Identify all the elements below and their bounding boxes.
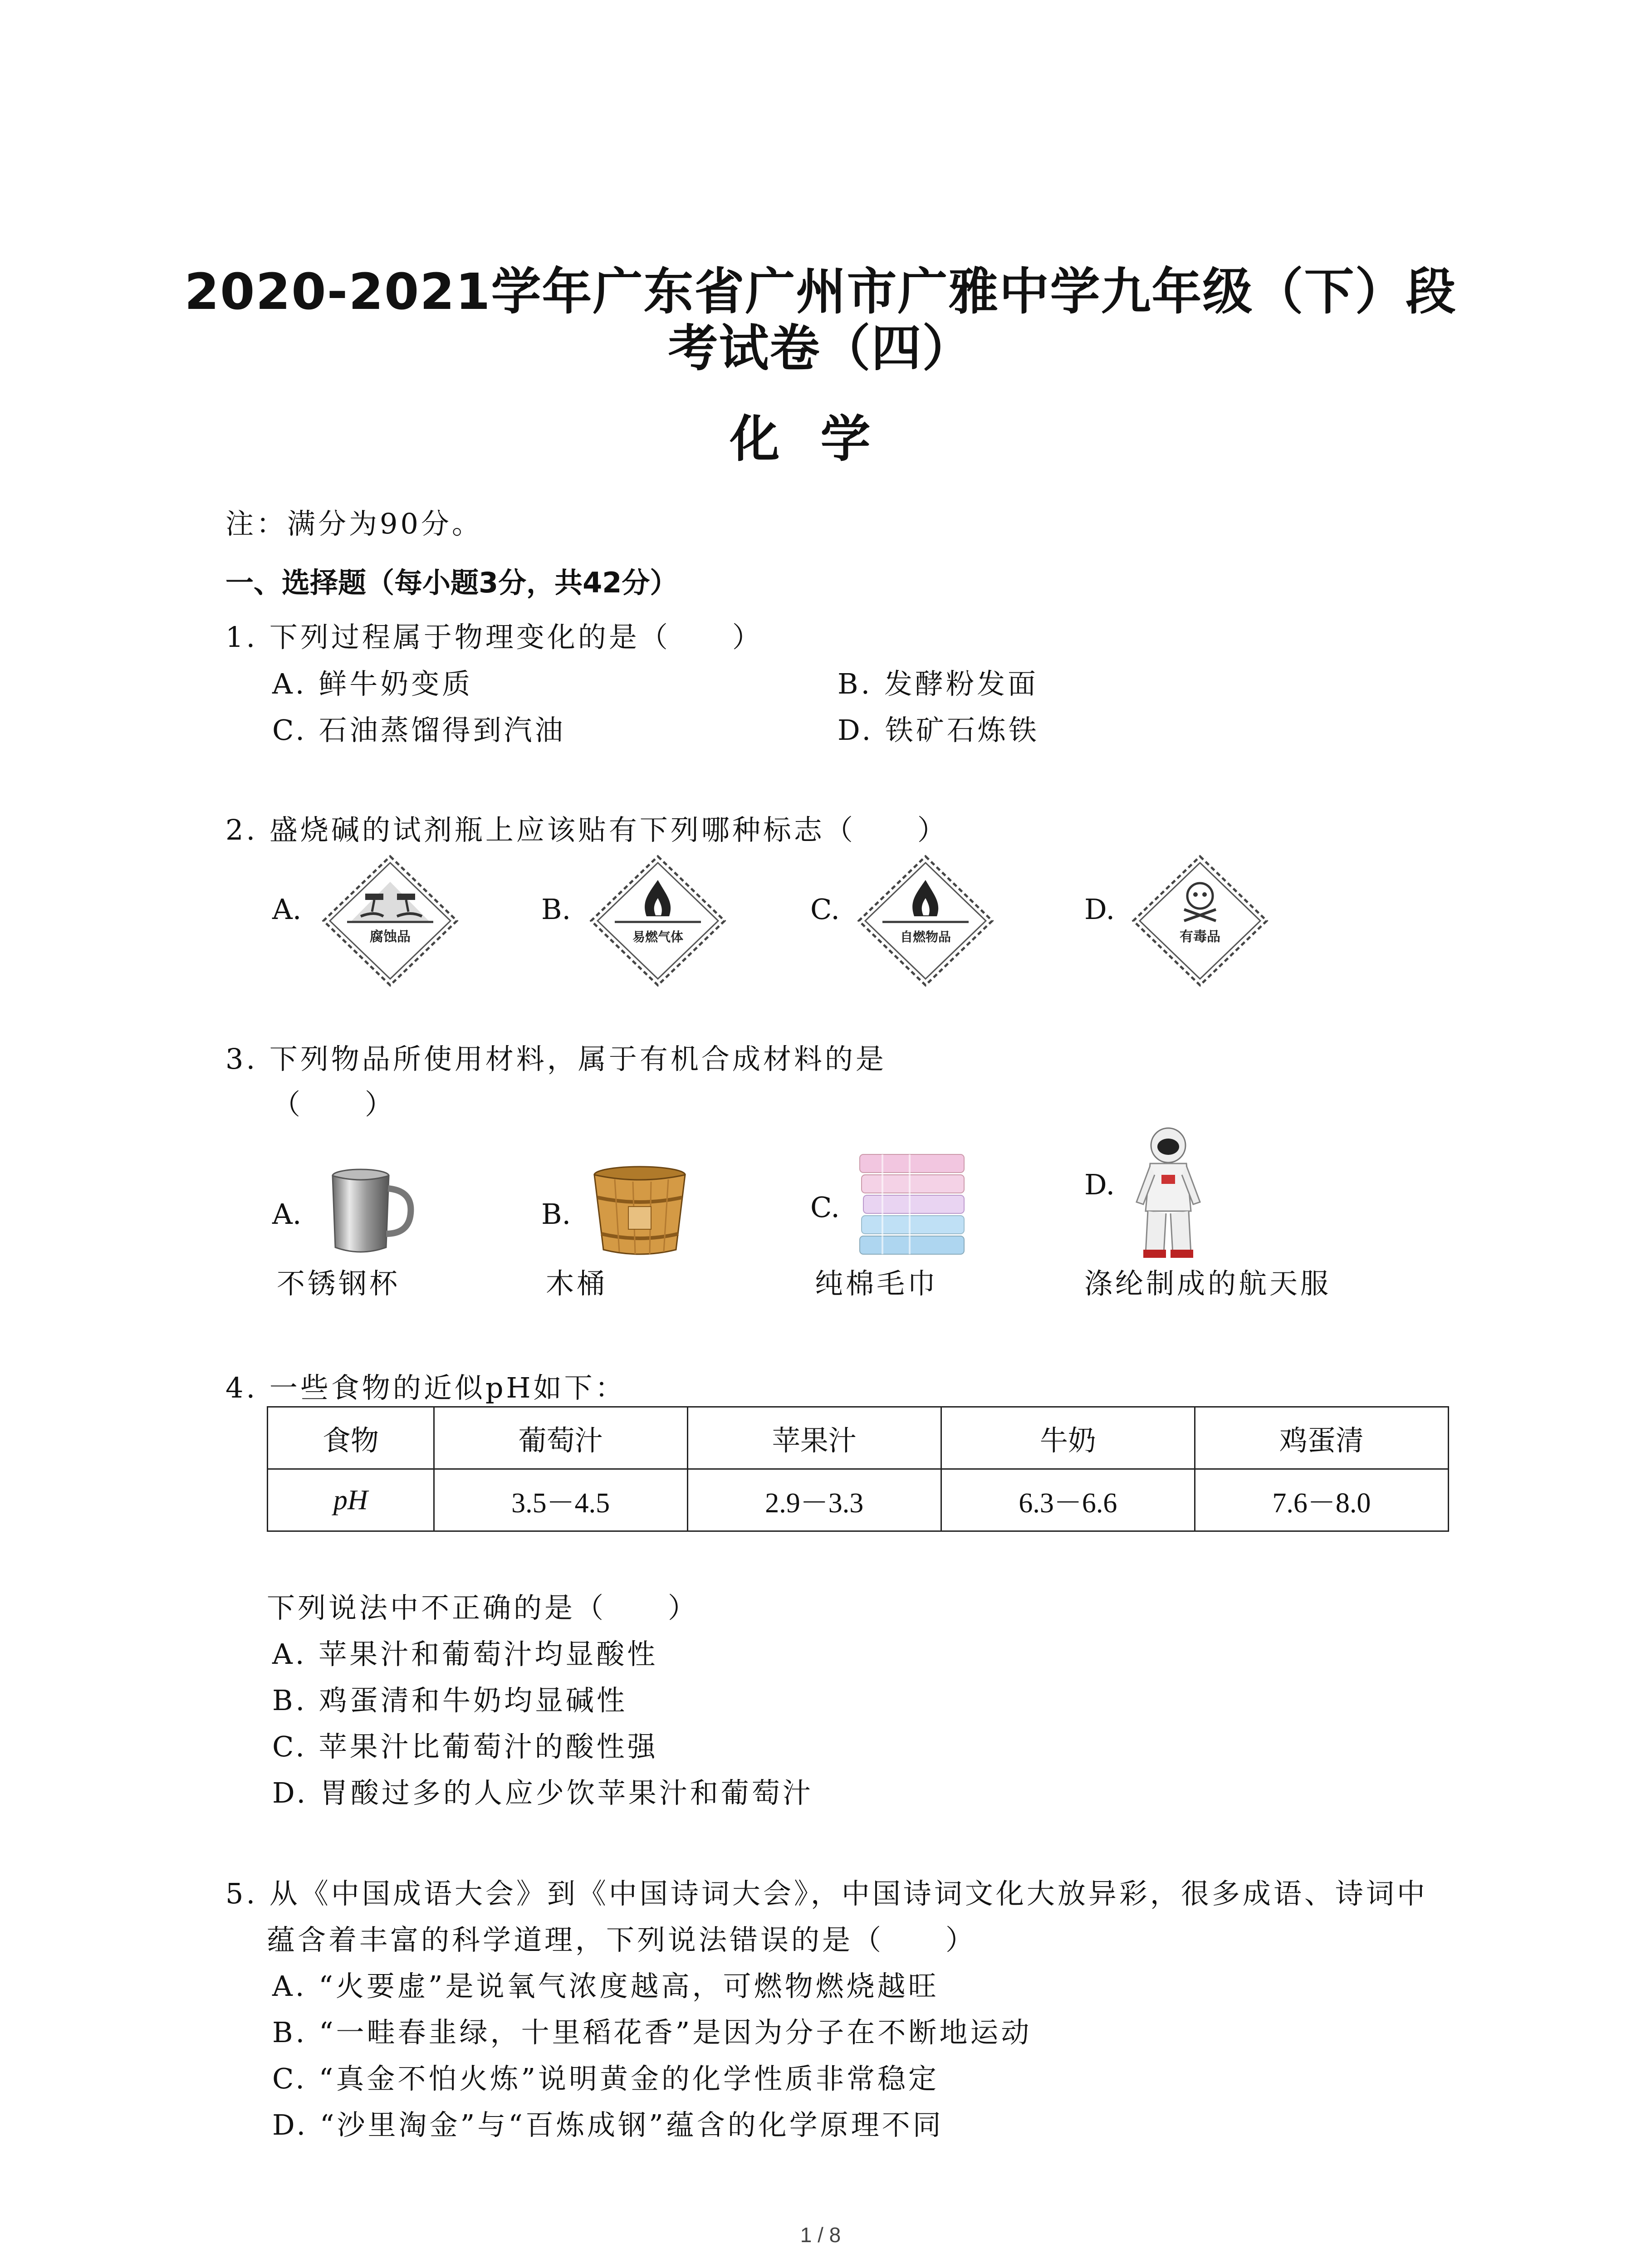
exam-title-line2: 考试卷（四） (668, 319, 973, 377)
q3-caption-d: 涤纶制成的航天服 (1084, 1267, 1332, 1300)
q3-letter-c: C. (810, 1191, 840, 1224)
wooden-bucket-image (588, 1161, 692, 1261)
q3-caption-a: 不锈钢杯 (277, 1267, 401, 1300)
q3-letter-b: B. (541, 1198, 571, 1231)
food-ph-table (267, 1406, 1449, 1532)
table-cell: 3.5－4.5 (434, 1469, 687, 1531)
stainless-steel-cup-image (324, 1161, 415, 1261)
section-heading: 一、选择题（每小题3分，共42分） (225, 566, 678, 599)
table-header-cell: 鸡蛋清 (1195, 1407, 1448, 1469)
table-header-cell: 牛奶 (941, 1407, 1195, 1469)
cotton-towels-image (855, 1150, 973, 1259)
table-header-row (268, 1407, 1449, 1469)
q2-stem: 2. 盛烧碱的试剂瓶上应该贴有下列哪种标志（ ） (225, 813, 948, 846)
q3-letter-d: D. (1084, 1168, 1115, 1201)
q3-stem: 3. 下列物品所使用材料，属于有机合成材料的是 (225, 1042, 887, 1075)
q4-question: 下列说法中不正确的是（ ） (267, 1591, 699, 1624)
q2-sign-text-d: 有毒品 (1180, 929, 1220, 945)
spontaneous-combustion-sign (855, 853, 996, 989)
q4-option-b: B. 鸡蛋清和牛奶均显碱性 (272, 1684, 627, 1717)
page-number: 1 / 8 (800, 2223, 841, 2247)
q2-sign-text-c: 自燃物品 (900, 929, 951, 944)
q3-letter-a: A. (272, 1198, 302, 1231)
q1-option-a: A. 鲜牛奶变质 (272, 667, 473, 700)
q2-sign-text-b: 易燃气体 (632, 929, 684, 944)
q4-option-a: A. 苹果汁和葡萄汁均显酸性 (272, 1637, 658, 1671)
table-header-cell: 葡萄汁 (434, 1407, 687, 1469)
q5-option-c: C. “真金不怕火炼”说明黄金的化学性质非常稳定 (272, 2062, 940, 2095)
q1-option-d: D. 铁矿石炼铁 (838, 714, 1039, 747)
table-cell: pH (268, 1469, 434, 1531)
q5-option-a: A. “火要虚”是说氧气浓度越高，可燃物燃烧越旺 (272, 1970, 939, 2003)
q2-letter-d: D. (1084, 893, 1115, 926)
table-cell: 6.3－6.6 (941, 1469, 1195, 1531)
q5-option-d: D. “沙里淘金”与“百炼成钢”蕴含的化学原理不同 (272, 2108, 944, 2141)
q3-caption-b: 木桶 (546, 1267, 608, 1300)
q1-option-c: C. 石油蒸馏得到汽油 (272, 714, 566, 747)
q5-stem-line1: 5. 从《中国成语大会》到《中国诗词大会》，中国诗词文化大放异彩，很多成语、诗词中 (225, 1877, 1428, 1910)
flammable-gas-sign (588, 853, 728, 989)
table-row (268, 1469, 1449, 1531)
q5-option-b: B. “一畦春韭绿，十里稻花香”是因为分子在不断地运动 (272, 2016, 1032, 2049)
q2-letter-b: B. (541, 893, 571, 926)
subject-title: 化学 (730, 410, 911, 468)
q4-stem: 4. 一些食物的近似pH如下： (225, 1371, 626, 1404)
table-header-cell: 苹果汁 (687, 1407, 941, 1469)
q4-option-c: C. 苹果汁比葡萄汁的酸性强 (272, 1730, 658, 1763)
q5-stem-line2: 蕴含着丰富的科学道理，下列说法错误的是（ ） (267, 1923, 977, 1956)
q2-letter-c: C. (810, 893, 840, 926)
exam-title-line1: 2020-2021学年广东省广州市广雅中学九年级（下）段 (184, 263, 1457, 321)
table-cell: 2.9－3.3 (687, 1469, 941, 1531)
q1-option-b: B. 发酵粉发面 (838, 667, 1038, 700)
q3-answer-paren: （ ） (272, 1088, 396, 1121)
q1-stem: 1. 下列过程属于物理变化的是（ ） (225, 621, 763, 654)
q2-sign-text-a: 腐蚀品 (370, 929, 411, 945)
table-header-cell: 食物 (268, 1407, 434, 1469)
q4-option-d: D. 胃酸过多的人应少饮苹果汁和葡萄汁 (272, 1776, 813, 1809)
table-cell: 7.6－8.0 (1195, 1469, 1448, 1531)
corrosive-hazard-sign (320, 853, 460, 989)
score-note: 注：满分为90分。 (225, 507, 483, 540)
astronaut-spacesuit-image (1130, 1125, 1207, 1261)
q2-letter-a: A. (272, 893, 302, 926)
toxic-substance-sign (1130, 853, 1270, 989)
q3-caption-c: 纯棉毛巾 (815, 1267, 939, 1300)
